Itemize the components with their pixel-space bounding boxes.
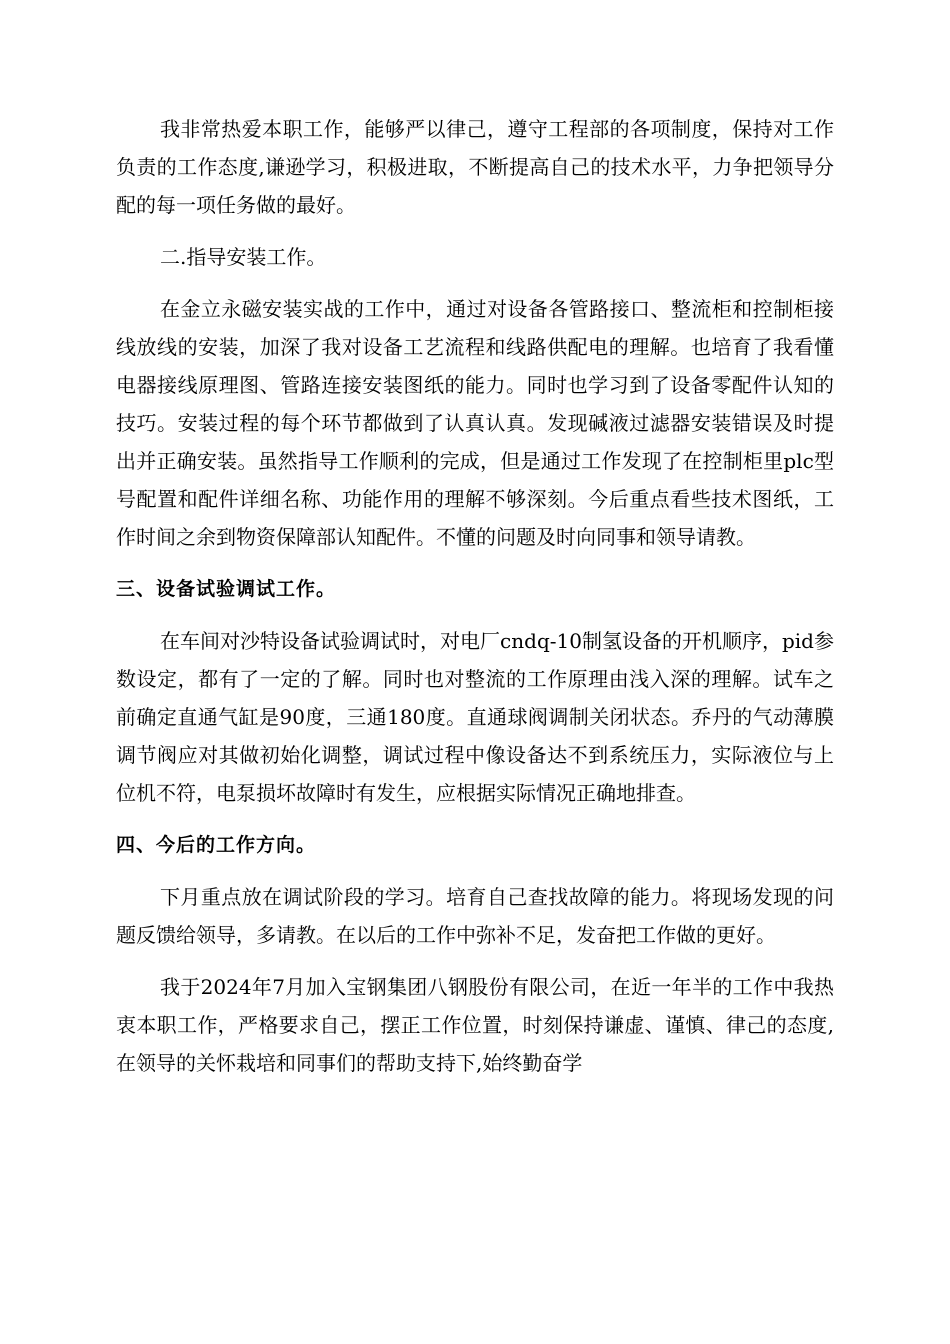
section-heading-installation: 二.指导安装工作。 (160, 245, 327, 269)
paragraph-future: 下月重点放在调试阶段的学习。培育自己查找故障的能力。将现场发现的问题反馈给领导，多请教。在以后的工作中弥补不足，发奋把工作做的更好。 (116, 885, 834, 947)
paragraph-summary: 我于2024年7月加入宝钢集团八钢股份有限公司，在近一年半的工作中我热衷本职工作，严格要求自己，摆正工作位置，时刻保持谦虚、谨慎、律己的态度,在领导的关怀栽培和同事们的帮助支持下,始终勤奋学 (116, 975, 834, 1075)
section-heading-future: 四、今后的工作方向。 (116, 834, 317, 856)
document-body (116, 110, 834, 1096)
section-heading-testing: 三、设备试验调试工作。 (116, 578, 337, 600)
paragraph-intro: 我非常热爱本职工作，能够严以律己，遵守工程部的各项制度，保持对工作负责的工作态度,谦逊学习，积极进取，不断提高自己的技术水平，力争把领导分配的每一项任务做的最好。 (116, 117, 834, 217)
paragraph-testing: 在车间对沙特设备试验调试时，对电厂cndq-10制氢设备的开机顺序，pid参数设定，都有了一定的了解。同时也对整流的工作原理由浅入深的理解。试车之前确定直通气缸是90度，三通180度。直通球阀调制关闭状态。乔丹的气动薄膜调节阀应对其做初始化调整，调试过程中像设备达不到系统压力，实际液位与上位机不符，电泵损坏故障时有发生，应根据实际情况正确地排查。 (116, 629, 834, 805)
paragraph-installation: 在金立永磁安装实战的工作中，通过对设备各管路接口、整流柜和控制柜接线放线的安装，加深了我对设备工艺流程和线路供配电的理解。也培育了我看懂电器接线原理图、管路连接安装图纸的能力。同时也学习到了设备零配件认知的技巧。安装过程的每个环节都做到了认真认真。发现碱液过滤器安装错误及时提出并正确安装。虽然指导工作顺利的完成，但是通过工作发现了在控制柜里plc型号配置和配件详细名称、功能作用的理解不够深刻。今后重点看些技术图纸，工作时间之余到物资保障部认知配件。不懂的问题及时向同事和领导请教。 (116, 297, 834, 549)
